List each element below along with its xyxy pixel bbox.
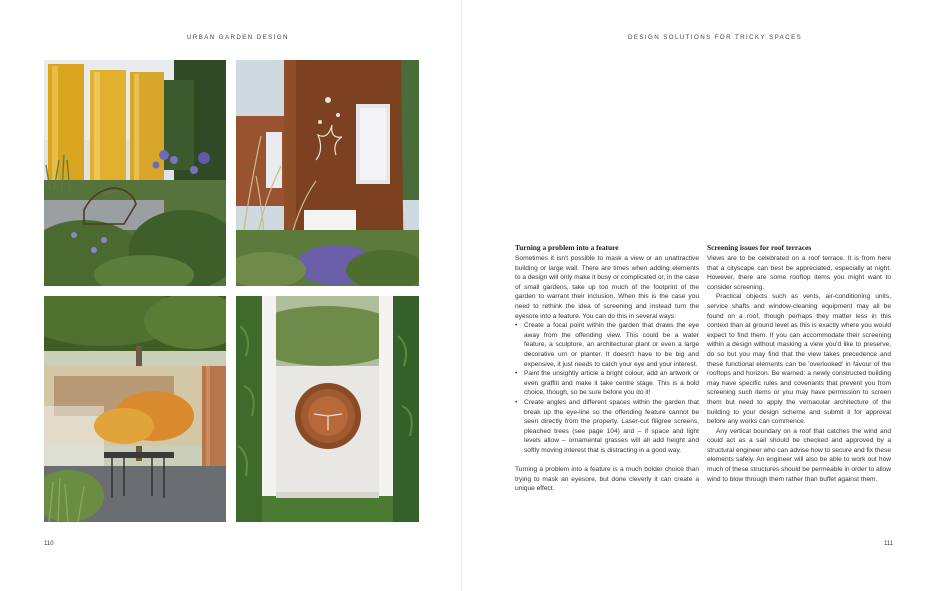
- text-column-left: [515, 243, 699, 494]
- list-item-text: Create angles and different spaces within the garden that break up the eye-line so the offending feature cannot be seen directly from the property. Laser-cut filigree screens, pleached trees (see page 104) and – if space and light levels allow – ornamental grasses will all add height and softly moving interest that is distracting in a good way.: [524, 398, 699, 454]
- list-item-text: Paint the unsightly article a bright colour, add an artwork or even graffiti and make it take centre stage. This is a bold choice, though, so be sure before you do it!: [524, 370, 699, 397]
- pleached-trees-terrace-photo: [44, 296, 226, 522]
- list-item-text: Create a focal point within the garden that draws the eye away from the offending view. This could be a water feature, a sculpture, an architectural plant or even a large decorative urn or planter. It doesn't have to be big and expensive, it just needs to catch your eye and your interest.: [524, 322, 699, 368]
- page-number-right: 111: [884, 541, 894, 547]
- body-paragraph: Views are to be celebrated on a roof terrace. It is from here that a cityscape can best be appreciated, especially at night. However, there are some rooftop items you might want to consider screening.: [707, 255, 891, 291]
- corten-screen-grasses-photo: [236, 60, 419, 286]
- bullet-glyph: •: [515, 398, 518, 406]
- section-intro-paragraph: Sometimes it isn't possible to mask a view or an unattractive building or large wall. There are times when adding elements to a design will only make it busy or complicated or, in the case of small gardens, take up too much of the footprint of the garden to warrant their inclusion. When this is the case you need to rethink the idea of screening and instead turn the eyesore into a feature. You can do this in several ways:: [515, 255, 699, 320]
- bullet-list: [515, 321, 699, 455]
- wall-sculpture-bowl-photo: [236, 296, 419, 522]
- list-item: [515, 369, 699, 398]
- body-paragraph: Practical objects such as vents, air-conditioning units, service shafts and window-cleaning equipment may all be found on a roof, though perhaps they matter less in this context than at ground level as this is exactly where you would expect to find them. If you can accommodate their screening within a design without masking a view you'd like to preserve, do so but you may find that the view takes precedence and these functional elements can be 'overlooked' in favour of the rooftops and horizon. Be warned: a newly constructed building may have specific rules and covenants that prevent you from screening such items or you may have permission to screen them but need to apply the vernacular architecture of the building to your design scheme and submit it for approval before any works can commence.: [707, 293, 891, 426]
- list-item: [515, 398, 699, 456]
- section-heading-roof: Screening issues for roof terraces: [707, 243, 812, 252]
- bullet-glyph: •: [515, 322, 518, 330]
- text-column-right: [707, 243, 891, 484]
- yellow-panels-garden-photo: [44, 60, 226, 286]
- body-paragraph: Any vertical boundary on a roof that catches the wind and could act as a sail should be checked and approved by a structural engineer who can advise how to secure and fix these elements safely. An engineer will also be able to work out how much of these structures should be permeable in order to allow wind to blow through them rather than buffet against them.: [707, 427, 891, 483]
- section-heading-feature: Turning a problem into a feature: [515, 243, 619, 252]
- bullet-glyph: •: [515, 370, 518, 378]
- running-head-right: DESIGN SOLUTIONS FOR TRICKY SPACES: [628, 34, 803, 41]
- page-number-left: 110: [44, 541, 54, 547]
- section-closing-paragraph: Turning a problem into a feature is a much bolder choice than trying to mask an eyesore, but done cleverly it can create a unique effect.: [515, 466, 699, 493]
- running-head-left: URBAN GARDEN DESIGN: [187, 34, 289, 41]
- list-item: [515, 321, 699, 369]
- left-page: [0, 0, 462, 591]
